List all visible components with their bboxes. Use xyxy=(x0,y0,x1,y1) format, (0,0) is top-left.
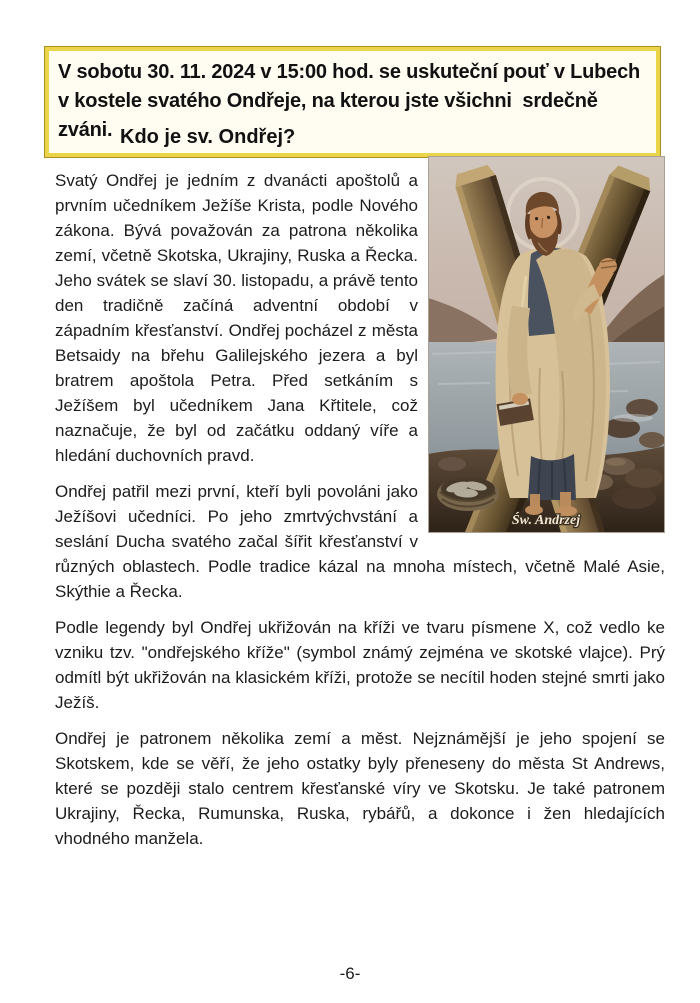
fish-basket xyxy=(437,477,499,511)
section-heading: Kdo je sv. Ondřej? xyxy=(120,126,296,148)
paragraph-patronage: Ondřej je patronem několika zemí a měst. Nejznámější je jeho spojení se Skotskem, kde se věří, že jeho ostatky byly přeneseny do města St Andrews, které se později stalo centrem křesťanské víry ve Skotsku. Je také patronem Ukrajiny, Řecka, Rumunska, Ruska, rybářů, a dokonce i žen hledajících vhodného manžela. xyxy=(55,729,665,848)
page-number: -6- xyxy=(339,964,361,983)
article-body xyxy=(55,156,665,862)
paragraph-mission: Ondřej patřil mezi první, kteří byli povoláni jako Ježíšovi učedníci. Po jeho zmrtvýchvstání a seslání Ducha svatého začal šířit křesťanství v různých oblastech. Podle tradice kázal na mnoha místech, včetně Malé Asie, Skýthie a Řecka. xyxy=(55,482,665,601)
saint-andrew-image xyxy=(428,156,665,533)
image-caption: Św. Andrzej xyxy=(511,513,581,528)
saint-andrew-painting xyxy=(428,156,665,533)
paragraph-crucifixion: Podle legendy byl Ondřej ukřižován na kříži ve tvaru písmene X, což vedlo ke vzniku tzv. "ondřejského kříže" (symbol známý zejména ve skotské vlajce). Prý odmítl být ukřižován na klasickém kříži, protože se necítil hoden stejné smrti jako Ježíš. xyxy=(55,618,665,712)
announcement-line-2: v kostele svatého Ondřeje, na kterou jste všichni srdečně zváni. xyxy=(58,90,604,141)
paragraph-biography: Svatý Ondřej je jedním z dvanácti apoštolů a prvním učedníkem Ježíše Krista, podle Nového zákona. Bývá považován za patrona několika zemí, včetně Skotska, Ukrajiny, Ruska a Řecka. Jeho svátek se slaví 30. listopadu, a právě tento den tradičně začíná adventní období v západním křesťanství. Ondřej pocházel z města Betsaidy na břehu Galilejského jezera a byl bratrem apoštola Petra. Před setkáním s Ježíšem byl učedníkem Jana Křtitele, což naznačuje, že byl od začátku oddaný víře a hledání duchovních pravd. xyxy=(55,171,418,465)
announcement-line-1: V sobotu 30. 11. 2024 v 15:00 hod. se uskuteční pouť v Lubech xyxy=(58,61,641,83)
